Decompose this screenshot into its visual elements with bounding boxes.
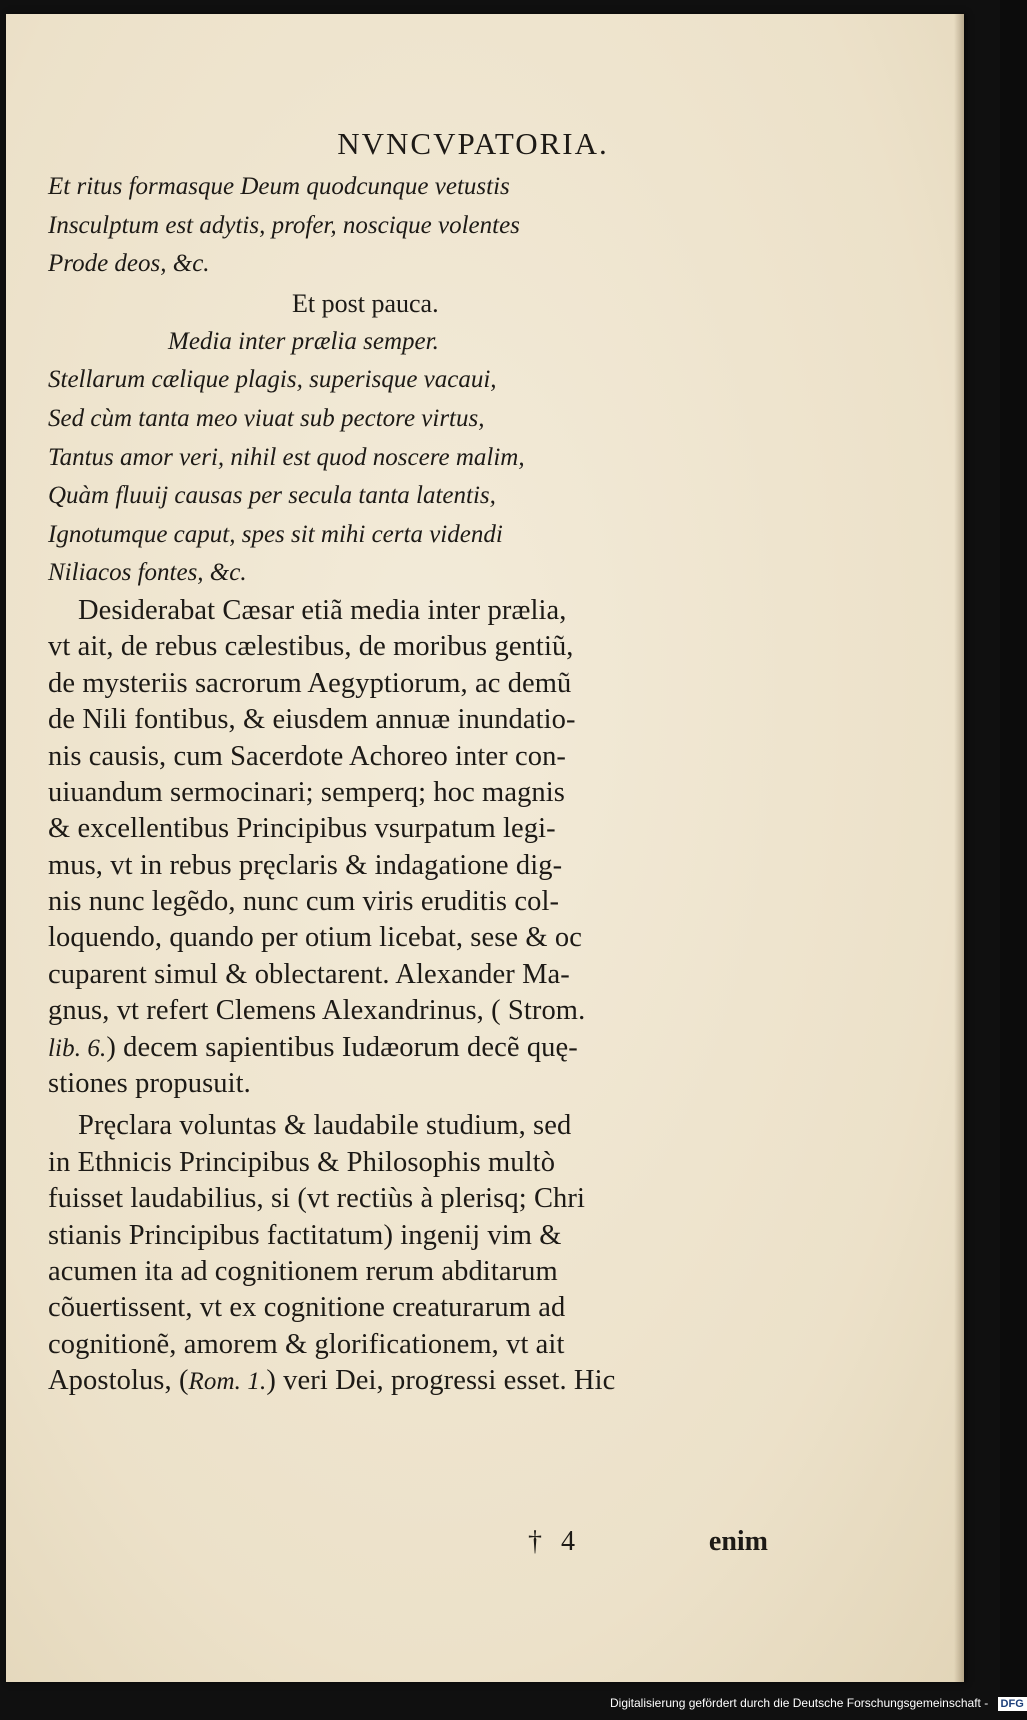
text-line: Pręclara voluntas & laudabile studium, sed — [78, 1110, 572, 1142]
verse-line: Stellarum cælique plagis, superisque vacaui, — [48, 366, 497, 394]
text-line: stiones propusuit. — [48, 1068, 251, 1100]
book-page — [6, 14, 964, 1682]
text-line: mus, vt in rebus pręclaris & indagatione dig- — [48, 849, 563, 881]
verse-line: Et ritus formasque Deum quodcunque vetustis — [48, 173, 510, 200]
text-line: acumen ita ad cognitionem rerum abditarum — [48, 1255, 558, 1287]
verse-block-2 — [48, 323, 768, 593]
verse-line: Media inter prælia semper. — [168, 327, 439, 355]
text-line: nis nunc legẽdo, nunc cum viris eruditis col- — [48, 886, 560, 918]
verse-block-1 — [48, 168, 768, 284]
verse-line: Prode deos, &c. — [48, 250, 210, 278]
credit-text: Digitalisierung gefördert durch die Deutsche Forschungsgemeinschaft - — [610, 1696, 989, 1710]
text-line — [48, 1030, 768, 1066]
text-line: vt ait, de rebus cælestibus, de moribus gentiũ, — [48, 631, 574, 663]
text-line-rest: ) decem sapientibus Iudæorum decẽ quę- — [106, 1031, 578, 1063]
text-line: de Nili fontibus, & eiusdem annuæ inundatio- — [48, 704, 576, 736]
text-line: cuparent simul & oblectarent. Alexander Ma- — [48, 958, 570, 990]
text-line: in Ethnicis Principibus & Philosophis multò — [48, 1146, 556, 1178]
paragraph-1 — [48, 593, 768, 1102]
text-line: fuisset laudabilius, si (vt rectiùs à plerisq; Chri — [48, 1183, 586, 1215]
subheading: Et post pauca. — [292, 288, 439, 318]
digitization-credit — [610, 1694, 1027, 1712]
text-line: uiuandum sermocinari; semperq; hoc magnis — [48, 776, 565, 808]
text-line: nis causis, cum Sacerdote Achoreo inter con- — [48, 740, 567, 772]
page-footer — [48, 1526, 768, 1566]
page-text — [48, 124, 768, 1400]
text-line: cognitionẽ, amorem & glorificationem, vt ait — [48, 1328, 565, 1360]
text-line: loquendo, quando per otium licebat, sese & oc — [48, 922, 582, 954]
text-line: Desiderabat Cæsar etiã media inter prælia, — [78, 594, 567, 626]
verse-line: Sed cùm tanta meo viuat sub pectore virtus, — [48, 404, 485, 432]
citation-italic: Rom. 1. — [188, 1368, 267, 1396]
text-line-post: ) veri Dei, progressi esset. Hic — [266, 1365, 616, 1397]
text-line: stianis Principibus factitatum) ingenij vim & — [48, 1219, 562, 1251]
verse-line: Tantus amor veri, nihil est quod noscere malim, — [48, 443, 525, 471]
text-line: cõuertissent, vt ex cognitione creaturarum ad — [48, 1292, 566, 1324]
citation-italic: lib. 6. — [48, 1034, 107, 1062]
verse-line: Insculptum est adytis, profer, noscique volentes — [48, 211, 520, 239]
paragraph-2 — [48, 1108, 768, 1399]
signature-mark: † 4 — [528, 1526, 581, 1557]
dfg-logo: DFG — [998, 1697, 1027, 1711]
catchword: enim — [708, 1526, 768, 1557]
running-header: NVNCVPATORIA. — [337, 126, 609, 161]
text-line: & excellentibus Principibus vsurpatum legi- — [48, 813, 556, 845]
text-line: gnus, vt refert Clemens Alexandrinus, ( Strom. — [48, 995, 586, 1027]
text-line — [48, 1363, 768, 1399]
text-line: de mysteriis sacrorum Aegyptiorum, ac demũ — [48, 667, 572, 699]
verse-line: Ignotumque caput, spes sit mihi certa videndi — [48, 520, 503, 548]
page-edge-shadow — [954, 14, 964, 1682]
verse-line: Quàm fluuij causas per secula tanta latentis, — [48, 482, 496, 510]
verse-line: Niliacos fontes, &c. — [48, 559, 247, 587]
text-line-pre: Apostolus, ( — [48, 1365, 189, 1397]
